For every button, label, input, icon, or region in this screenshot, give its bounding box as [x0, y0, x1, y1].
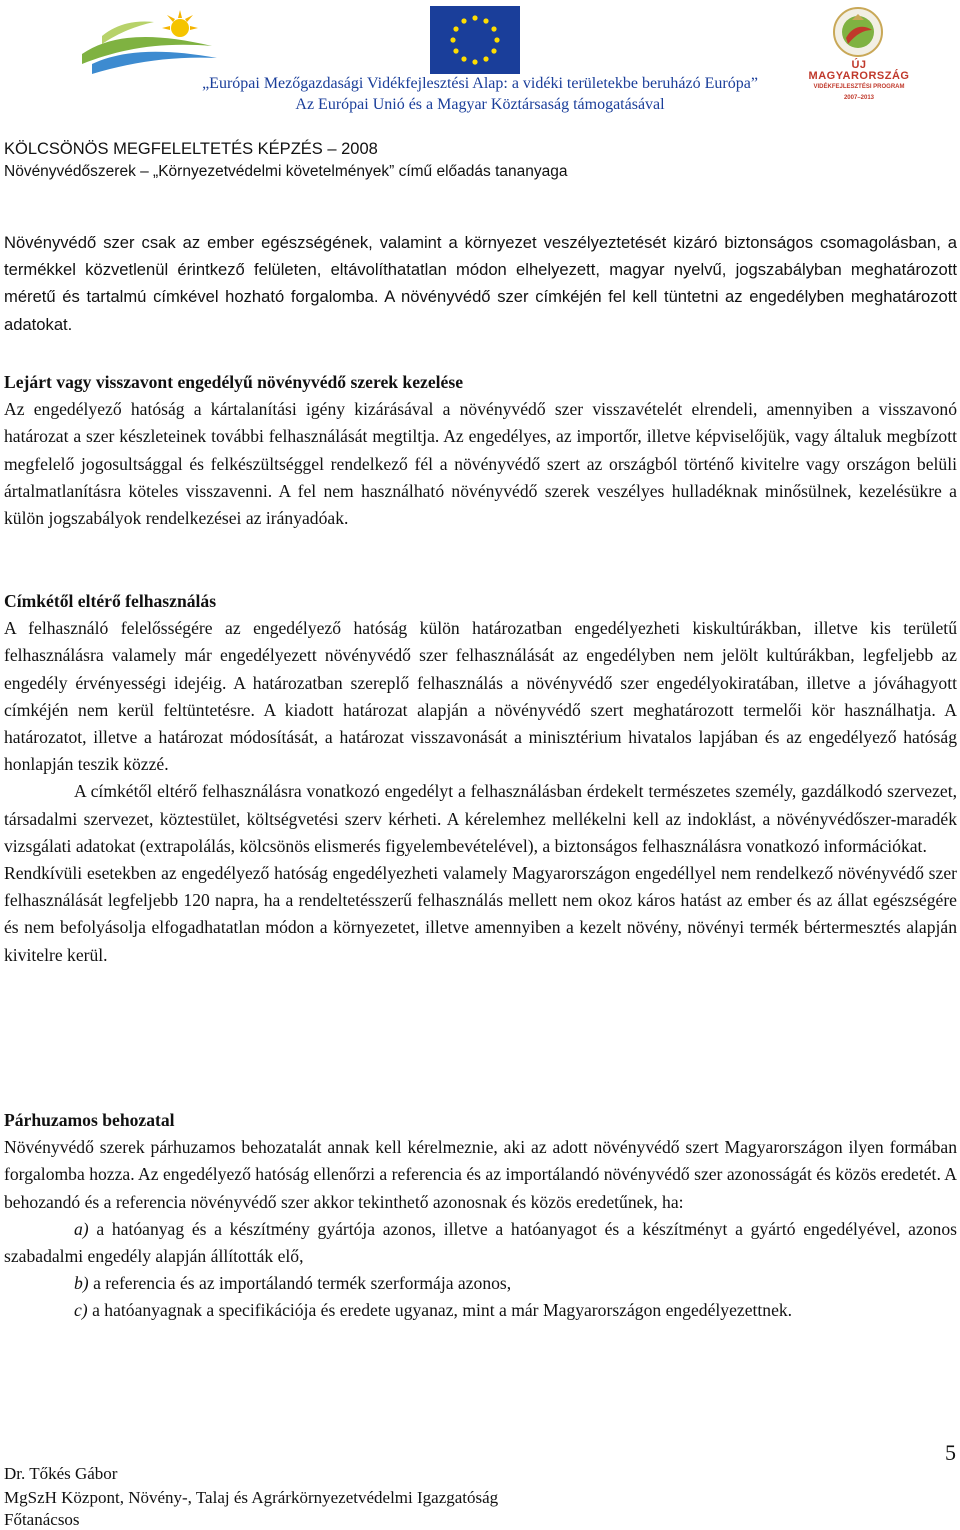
expired-paragraph: Az engedélyező hatóság a kártalanítási igény kizárásával a növényvédő szer visszavételét elrendeli, amennyiben a visszavonó határozat a szer készleteinek további felhasználását megtiltja. Az engedélyes, az importőr, illetve képviselőjük, vagy általuk megbízott megfelelő jogosultsággal és felkészültséggel rendelkező fél a növényvédő szert az országból történő kivitelre vagy országon belüli ártalmatlanításra köteles visszavenni. A fel nem használható növényvédő szerek veszélyes hulladéknak minősülnek, kezelésükre a külön jogszabályok rendelkezései az irányadóak.: [4, 399, 957, 529]
sun-rays-icon: [162, 10, 198, 37]
fund-title: „Európai Mezőgazdasági Vidékfejlesztési Alap: a vidéki területekbe beruházó Európa”: [202, 75, 758, 92]
parallel-paragraph: Növényvédő szerek párhuzamos behozatalát annak kell kérelmeznie, aki az adott növényvédő szert Magyarországon ilyen formában forgalomba hozza. Az engedélyező hatóság ellenőrzi a referencia és az importálandó növényvédő szer azonosságát és közös eredetét. A behozandó és a referencia növényvédő szer akkor tekinthető azonosnak és közös eredetűnek, ha:: [4, 1137, 957, 1212]
label-paragraph-3: Rendkívüli esetekben az engedélyező hatóság engedélyezheti valamely Magyarországon engedéllyel nem rendelkező növényvédő szer felhasználását legfeljebb 120 napra, ha a rendeltetésszerű felhasználás mellett nem okoz káros hatást az ember és az állat egészségére és nem befolyásolja elfogadhatatlan módon a környezetet, illetve amennyiben a kezelt növény, növényi termék bértermesztés alapján kivitelre kerül.: [4, 863, 957, 965]
parallel-section: [4, 1107, 957, 1325]
expired-heading: Lejárt vagy visszavont engedélyű növényvédő szerek kezelése: [4, 372, 464, 392]
label-paragraph-1: A felhasználó felelősségére az engedélyező hatóság külön határozatban engedélyezheti kiskultúrákban, illetve kis területű felhasználásra valamely már engedélyezett növényvédő szer felhasználását az engedélyben nem jelölt kultúrákban, legfeljebb az engedély érvényességi idejéig. A határozatban szereplő felhasználás a növényvédő szer engedélyokiratában, illetve a jóváhagyott címkéjén nem kerül feltüntetésre. A kiadott határozat alapján a növényvédő szert meghatározott termelői kör használhatja. A határozatot, illetve a határozat módosítását, a határozat visszavonását a minisztérium hivatalos lapjában és az engedélyező hatóság honlapján teszik közzé.: [4, 618, 957, 775]
eu-flag-icon: [430, 6, 520, 74]
label-paragraph-2: A címkétől eltérő felhasználásra vonatkozó engedélyt a felhasználásban érdekelt természetes személy, gazdálkodó szervezet, társadalmi szervezet, köztestület, költségvetési szerv kérheti. A kérelemhez mellékelni kell az indoklást, a növényvédőszer-maradék vizsgálati adatokat (extrapolálás, kölcsönös elismerés figyelembevételével), a biztonságos felhasználásra vonatkozó információkat.: [4, 781, 957, 856]
intro-block: [4, 229, 957, 338]
list-item: [4, 1297, 957, 1324]
footer-institution: MgSzH Központ, Növény-, Talaj és Agrárkörnyezetvédelmi Igazgatóság: [4, 1488, 499, 1507]
list-item: [4, 1270, 957, 1297]
footer-author: Dr. Tőkés Gábor: [4, 1464, 118, 1483]
footer-position: Főtanácsos: [4, 1510, 80, 1529]
list-item: [4, 1216, 957, 1270]
label-section: [4, 588, 957, 969]
fund-subtitle: Az Európai Unió és a Magyar Köztársaság támogatásával: [295, 96, 665, 113]
parallel-heading: Párhuzamos behozatal: [4, 1110, 175, 1130]
expired-section: [4, 369, 957, 532]
list-marker: a): [74, 1218, 89, 1239]
label-heading: Címkétől eltérő felhasználás: [4, 591, 217, 611]
logo-years: 2007–2013: [843, 95, 875, 101]
list-text: a referencia és az importálandó termék szerformája azonos,: [93, 1273, 512, 1294]
list-marker: c): [74, 1300, 88, 1321]
intro-paragraph: Növényvédő szer csak az ember egészségének, valamint a környezet veszélyeztetését kizáró biztonságos csomagolásban, a termékkel közvetlenül érintkező felületen, eltávolíthatatlan módon elhelyezett, magyar nyelvű, jogszabályban meghatározott méretű és tartalmú címkével hozható forgalomba. A növényvédő szer címkéjén fel kell tüntetni az engedélyben meghatározott adatokat.: [4, 233, 957, 334]
list-marker: b): [74, 1273, 89, 1294]
page-number: 5: [945, 1440, 956, 1465]
course-subtitle: Növényvédőszerek – „Környezetvédelmi követelmények” című előadás tananyaga: [4, 163, 568, 180]
rural-development-logo: [62, 6, 232, 80]
list-text: a hatóanyagnak a specifikációja és eredete ugyanaz, mint a már Magyarországon engedélyezettnek.: [92, 1300, 793, 1321]
course-title: KÖLCSÖNÖS MEGFELELTETÉS KÉPZÉS – 2008: [4, 140, 378, 158]
logo-title: ÚJ MAGYARORSZÁG: [808, 59, 910, 82]
list-text: a hatóanyag és a készítmény gyártója azonos, illetve a hatóanyagot és a készítményt a gyártó engedélyével, azonos szabadalmi engedély alapján állították elő,: [4, 1218, 957, 1267]
logo-subtitle: VIDÉKFEJLESZTÉSI PROGRAM: [813, 84, 905, 90]
